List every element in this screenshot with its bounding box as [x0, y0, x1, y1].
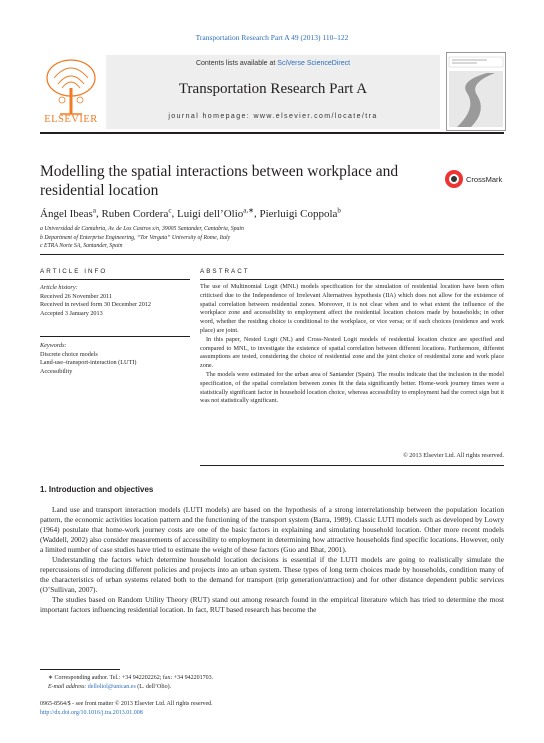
- issn-line: 0965-8564/$ - see front matter © 2013 Elsevier Ltd. All rights reserved.: [40, 701, 213, 707]
- affiliations: [40, 225, 504, 251]
- journal-cover-thumbnail: [446, 52, 506, 131]
- doi-link[interactable]: http://dx.doi.org/10.1016/j.tra.2013.01.008: [40, 709, 143, 716]
- abstract-rule: [200, 465, 504, 466]
- abstract-heading: ABSTRACT: [200, 268, 250, 275]
- keywords: [40, 342, 190, 376]
- author[interactable]: Luigi dell’Olio$^{a,∗}$: [176, 206, 254, 220]
- copyright-notice: © 2013 Elsevier Ltd. All rights reserved.: [403, 452, 504, 459]
- body-paragraph: Understanding the factors which determine household location decisions is essential if the LUTI models are going to realistically simulate the repercussions of introducing different policies and projects into an urban system. These types of long term choices made by households, condition many of the characteristics of urban systems related both to the demand for transport (trip generation/attraction) and for other distance dependent public services (O’Sullivan, 2007).: [40, 555, 504, 594]
- affiliation: b Department of Enterprise Engineering, “Tor Vergata” University of Rome, Italy: [40, 234, 231, 241]
- contents-line: [106, 60, 440, 67]
- author[interactable]: Ángel Ibeas$^a$: [40, 206, 96, 220]
- email-note: [40, 683, 504, 692]
- body-paragraph: Land use and transport interaction models (LUTI models) are based on the hypothesis of a strong interrelationship between the population location pattern, the economic activities location pattern and the functioning of the transport system (Barra, 1989). Classic LUTI models such as developed by Lowry (1964) postulate that home-work journey costs are one of the basic factors in explaining and simulating household location. Other more recent models (Waddell, 2002) also consider measurements of accessibility to employment in determining how attractive households find specific locations. However, only a limited number of case studies have tried to estimate the weight of these factors (Guo and Bhat, 2001).: [40, 505, 504, 554]
- elsevier-tree-logo: [40, 56, 102, 118]
- section-body: [40, 505, 504, 615]
- email-link[interactable]: delloliol@unican.es: [87, 683, 136, 690]
- history-item: Accepted 3 January 2013: [40, 309, 103, 317]
- journal-title: Transportation Research Part A: [178, 81, 368, 97]
- footnote-rule: [40, 669, 120, 670]
- article-info-heading: ARTICLE INFO: [40, 268, 108, 275]
- crossmark-badge[interactable]: [444, 168, 506, 190]
- affiliation: a Universidad de Cantabria, Av. de Los Castros s/n, 39005 Santander, Cantabria, Spain: [40, 226, 244, 232]
- abstract-paragraph: In this paper, Nested Logit (NL) and Cross-Nested Logit models of residential location choice are specified and compared to MNL, to investigate the existence of spatial correlation between different locations. Furthermore, different assumptions are tested, considering the choice of residential zone and the joint choice of residential zone and work place zone.: [200, 335, 504, 370]
- body-paragraph: The studies based on Random Utility Theory (RUT) stand out among research found in the empirical literature which has tried to determine the most important factors influencing residential location. In fact, RUT based research has become the: [40, 595, 504, 614]
- footnotes: [40, 674, 504, 691]
- masthead-rule: [40, 132, 504, 134]
- journal-reference[interactable]: Transportation Research Part A 49 (2013) 110–122: [195, 33, 349, 42]
- abstract-paragraph: The models were estimated for the urban area of Santander (Spain). The results indicate that the inclusion in the model specification, of the spatial correlation between zones fit the data significantly better. Home-work journey times were a statistically significant factor in household location choice, whereas accessibility to employment had the correct sign but it was not statistically significant.: [200, 370, 504, 405]
- keywords-label: Keywords:: [40, 342, 67, 349]
- section-heading: 1. Introduction and objectives: [40, 485, 154, 494]
- history-label: Article history:: [40, 284, 78, 291]
- publisher-name: ELSEVIER: [44, 114, 98, 125]
- article-history: [40, 284, 190, 318]
- journal-homepage[interactable]: journal homepage: www.elsevier.com/locate/tra: [168, 113, 378, 120]
- crossmark-label: CrossMark: [466, 175, 503, 184]
- history-item: Received in revised form 30 December 2012: [40, 301, 151, 309]
- paper-title: Modelling the spatial interactions between workplace and residential location: [40, 163, 399, 199]
- author[interactable]: Ruben Cordera$^c$: [101, 206, 172, 220]
- abstract-paragraph: The use of Multinomial Logit (MNL) models specification for the simulation of residential location have been often criticised due to the Independence of Irrelevant Alternatives hypothesis (IIA) which does not allow for the existence of spatial correlation between residential zones. Moreover, it is not clear when and to what extent the influence of the workplace zone and accessibility to employment affect the residential location choices made by households; in other word, whether the residing choice is conditional to the workplace, or vice versa; or if such choices (residence and work place) are joint.: [200, 283, 504, 334]
- contents-prefix: Contents lists available at: [195, 60, 276, 67]
- keyword: Accessibility: [40, 367, 73, 375]
- email-suffix: (L. dell’Olio).: [137, 683, 172, 690]
- keyword: Discrete choice models: [40, 350, 98, 358]
- author-list: Ángel Ibeas$^a$, Ruben Cordera$^c$, Luigi dell’Olio$^{a,∗}$, Pierluigi Coppola$^b$: [40, 206, 341, 220]
- bottom-info: [40, 700, 504, 717]
- affiliation: c ETRA Norte SA, Santander, Spain: [40, 243, 123, 250]
- keyword: Land-use–transport-interaction (LUTI): [40, 359, 137, 367]
- email-label: E-mail address:: [48, 683, 87, 690]
- article-info-rule: [40, 336, 190, 337]
- section-rule: [40, 254, 504, 255]
- abstract-rule: [200, 279, 504, 280]
- sciencedirect-link[interactable]: SciVerse ScienceDirect: [277, 60, 351, 67]
- article-info-rule: [40, 279, 190, 280]
- corresponding-author-note: ∗ Corresponding author. Tel.: +34 942202262; fax: +34 942201703.: [48, 675, 214, 681]
- history-item: Received 26 November 2011: [40, 292, 113, 300]
- abstract-body: [200, 283, 504, 406]
- author[interactable]: Pierluigi Coppola$^b$: [259, 206, 341, 220]
